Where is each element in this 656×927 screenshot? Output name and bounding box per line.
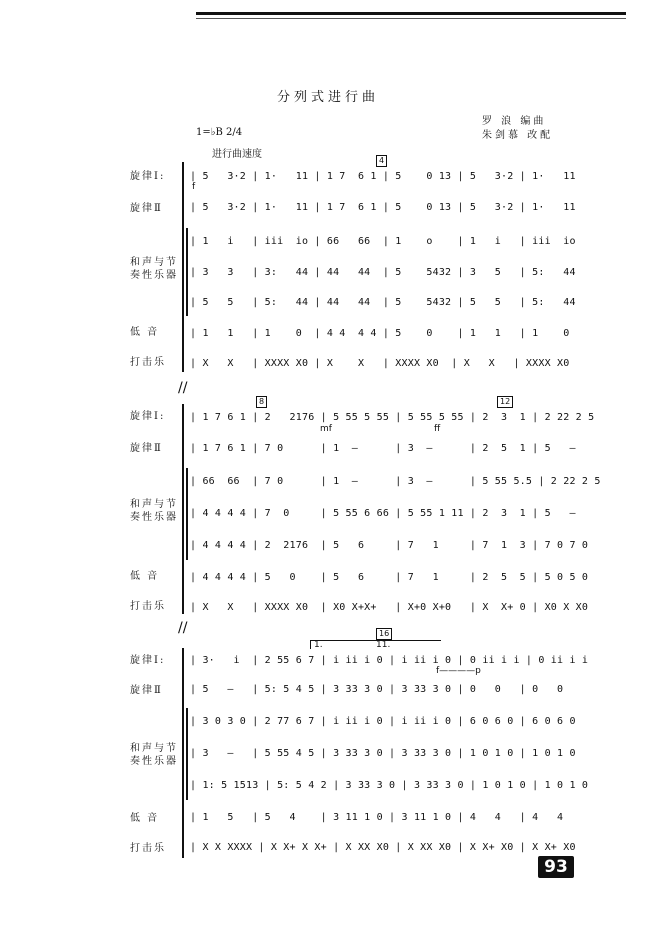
label-bass: 低 音 bbox=[130, 327, 160, 338]
staff-harmony-1: | 1 i | iii io | 66 66 | 1 o | 1 i | iii io bbox=[190, 236, 576, 247]
rehearsal-mark-4: 4 bbox=[376, 155, 387, 167]
staff-melody2: | 5 — | 5: 5 4 5 | 3 33 3 0 | 3 33 3 0 | 0 0 | 0 0 bbox=[190, 684, 564, 695]
staff-melody1: | 3· i | 2 55 6 7 | i ii i 0 | i ii i 0 | 0 ii i i | 0 ii i i bbox=[190, 655, 589, 666]
rehearsal-mark-12: 12 bbox=[497, 396, 513, 408]
staff-harmony-3: | 1: 5 1513 | 5: 5 4 2 | 3 33 3 0 | 3 33 3 0 | 1 0 1 0 | 1 0 1 0 bbox=[190, 780, 589, 791]
top-rule-thin bbox=[196, 18, 626, 19]
harmony-brace bbox=[186, 228, 188, 316]
dynamic-f: f bbox=[192, 182, 196, 192]
page-title: 分列式进行曲 bbox=[276, 90, 379, 105]
arranger-credit: 罗 浪 编曲 bbox=[482, 116, 547, 127]
label-percussion: 打击乐 bbox=[130, 843, 166, 854]
label-melody1: 旋律Ⅰ: bbox=[130, 411, 166, 422]
dynamic-mf: mf bbox=[320, 424, 332, 434]
staff-harmony-2: | 4 4 4 4 | 7 0 | 5 55 6 66 | 5 55 1 11 | 2 3 1 | 5 — bbox=[190, 508, 576, 519]
staff-melody2: | 5 3·2 | 1· 11 | 1 7 6 1 | 5 0 13 | 5 3·2 | 1· 11 bbox=[190, 202, 576, 213]
staff-harmony-1: | 66 66 | 7 0 | 1 — | 3 — | 5 55 5.5 | 2 22 2 5 bbox=[190, 476, 601, 487]
label-percussion: 打击乐 bbox=[130, 601, 166, 612]
page-number: 93 bbox=[538, 856, 574, 878]
staff-melody1: | 5 3·2 | 1· 11 | 1 7 6 1 | 5 0 13 | 5 3·2 | 1· 11 bbox=[190, 171, 576, 182]
staff-harmony-3: | 4 4 4 4 | 2 2176 | 5 6 | 7 1 | 7 1 3 | 7 0 7 0 bbox=[190, 540, 589, 551]
staff-melody1: | 1 7 6 1 | 2 2176 | 5 55 5 55 | 5 55 5 55 | 2 3 1 | 2 22 2 5 bbox=[190, 412, 595, 423]
label-melody2: 旋律Ⅱ bbox=[130, 685, 163, 696]
system-separator-1: // bbox=[178, 380, 188, 396]
brace bbox=[182, 648, 184, 858]
staff-harmony-1: | 3 0 3 0 | 2 77 6 7 | i ii i 0 | i ii i 0 | 6 0 6 0 | 6 0 6 0 bbox=[190, 716, 576, 727]
brace bbox=[182, 162, 184, 372]
label-harmony: 和声与节奏性乐器 bbox=[130, 257, 178, 281]
volta-1: 1. bbox=[314, 640, 323, 650]
label-harmony: 和声与节奏性乐器 bbox=[130, 743, 178, 767]
staff-percussion: | X X XXXX | X X+ X X+ | X XX X0 | X XX X0 | X X+ X0 | X X+ X0 bbox=[190, 842, 576, 853]
staff-harmony-2: | 3 3 | 3: 44 | 44 44 | 5 5432 | 3 5 | 5: 44 bbox=[190, 267, 576, 278]
volta-2: 11. bbox=[376, 640, 391, 650]
staff-percussion: | X X | XXXX X0 | X X | XXXX X0 | X X | XXXX X0 bbox=[190, 358, 570, 369]
adapter-credit: 朱剑慕 改配 bbox=[482, 130, 554, 141]
staff-bass: | 1 5 | 5 4 | 3 11 1 0 | 3 11 1 0 | 4 4 | 4 4 bbox=[190, 812, 564, 823]
rehearsal-mark-8: 8 bbox=[256, 396, 267, 408]
system-separator-2: // bbox=[178, 620, 188, 636]
label-melody1: 旋律Ⅰ: bbox=[130, 655, 166, 666]
label-melody2: 旋律Ⅱ bbox=[130, 203, 163, 214]
staff-melody2: | 1 7 6 1 | 7 0 | 1 — | 3 — | 2 5 1 | 5 — bbox=[190, 443, 576, 454]
label-percussion: 打击乐 bbox=[130, 357, 166, 368]
label-bass: 低 音 bbox=[130, 813, 160, 824]
dynamic-fp: f————p bbox=[436, 666, 481, 676]
harmony-brace bbox=[186, 708, 188, 800]
label-melody1: 旋律Ⅰ: bbox=[130, 171, 166, 182]
label-melody2: 旋律Ⅱ bbox=[130, 443, 163, 454]
staff-percussion: | X X | XXXX X0 | X0 X+X+ | X+0 X+0 | X X+ 0 | X0 X X0 bbox=[190, 602, 589, 613]
staff-harmony-2: | 3 — | 5 55 4 5 | 3 33 3 0 | 3 33 3 0 | 1 0 1 0 | 1 0 1 0 bbox=[190, 748, 576, 759]
label-harmony: 和声与节奏性乐器 bbox=[130, 499, 178, 523]
staff-harmony-3: | 5 5 | 5: 44 | 44 44 | 5 5432 | 5 5 | 5: 44 bbox=[190, 297, 576, 308]
harmony-brace bbox=[186, 468, 188, 560]
staff-bass: | 1 1 | 1 0 | 4 4 4 4 | 5 0 | 1 1 | 1 0 bbox=[190, 328, 570, 339]
top-rule bbox=[196, 12, 626, 15]
rehearsal-mark-16: 16 bbox=[376, 628, 392, 640]
brace bbox=[182, 404, 184, 614]
label-bass: 低 音 bbox=[130, 571, 160, 582]
staff-bass: | 4 4 4 4 | 5 0 | 5 6 | 7 1 | 2 5 5 | 5 0 5 0 bbox=[190, 572, 589, 583]
key-signature: 1=♭B 2/4 bbox=[196, 127, 243, 138]
tempo-marking: 进行曲速度 bbox=[212, 149, 262, 160]
dynamic-ff: ff bbox=[434, 424, 441, 434]
